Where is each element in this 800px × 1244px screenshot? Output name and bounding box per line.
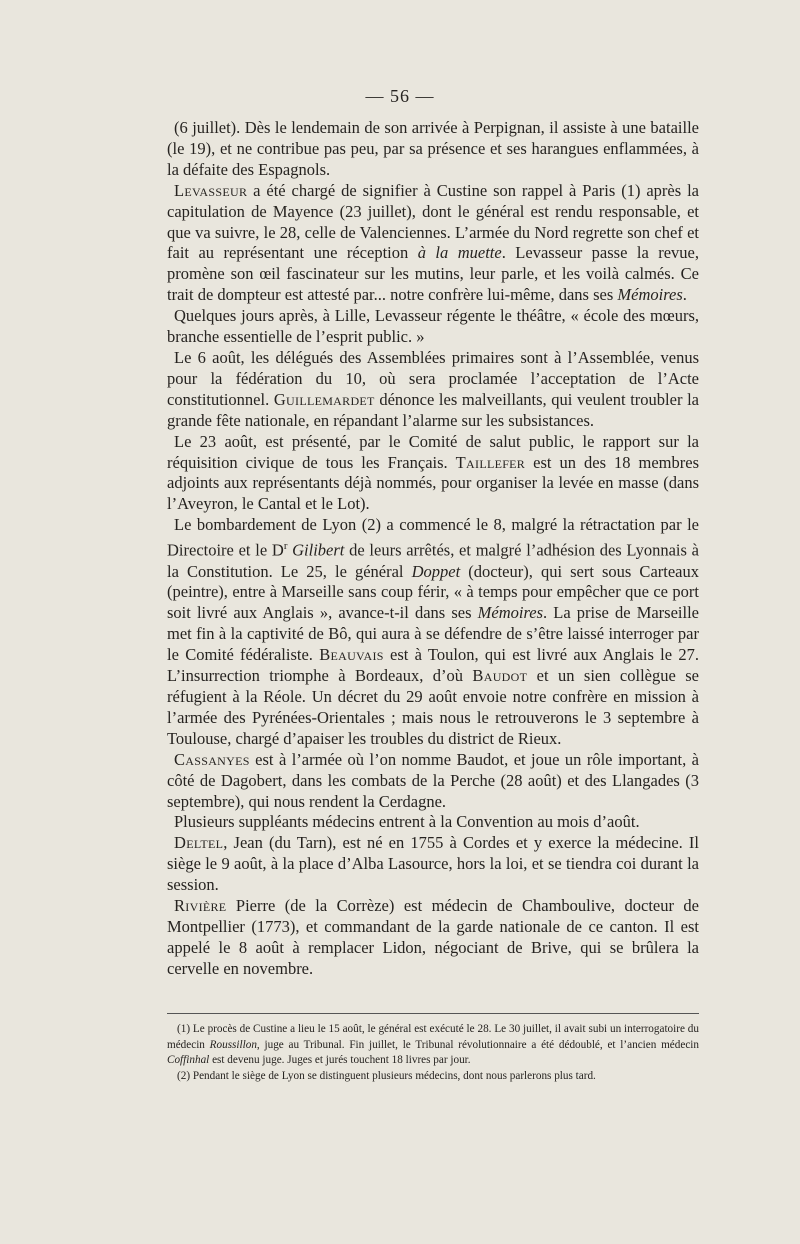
paragraph bbox=[167, 181, 699, 306]
text-run: à la muette bbox=[417, 243, 502, 263]
person-name: Beauvais bbox=[319, 645, 384, 665]
text-run: et un sien collègue se réfugient à la Réole. Un décret du 29 août envoie notre confrère en mission à l’armée des Pyrénées-Orientales ; mais nous le retrouverons le 3 septembre à Toulouse, chargé d’apaiser les troubles du district de Rieux. bbox=[167, 666, 699, 748]
paragraph bbox=[167, 306, 699, 348]
paragraph bbox=[167, 118, 699, 181]
text-run: Roussillon bbox=[209, 1038, 257, 1051]
paragraph bbox=[167, 515, 699, 749]
paragraph bbox=[167, 750, 699, 813]
text-run: Quelques jours après, à Lille, Levasseur régente le théâtre, « école des mœurs, branche essentielle de l’esprit public. » bbox=[167, 306, 699, 347]
text-run: Mémoires bbox=[617, 285, 683, 305]
text-run: Coffinhal bbox=[167, 1054, 210, 1067]
text-run: est à Toulon, qui est livré aux Anglais le 27. L’insurrection triomphe à Bordeaux, d’où bbox=[167, 645, 699, 686]
text-run: a été chargé de signifier à Custine son rappel à Paris (1) après la capitulation de Mayence (23 juillet), dont le général est rendu responsable, et que va suivre, le 28, celle de Valenciennes. L’armée du Nord regrette son chef et fait au représentant une réception bbox=[167, 180, 699, 263]
text-run: . bbox=[682, 285, 687, 305]
text-run: . La prise de Marseille met fin à la captivité de Bô, qui aura à se défendre de s’être laissé interroger par le Comité fédéraliste. bbox=[167, 603, 699, 665]
text-run: Plusieurs suppléants médecins entrent à la Convention au mois d’août. bbox=[174, 812, 640, 832]
footnote-separator bbox=[167, 1013, 699, 1014]
body-text bbox=[167, 118, 699, 980]
paragraph bbox=[167, 432, 699, 516]
text-run: Le 23 août, est présenté, par le Comité de salut public, le rapport sur la réquisition civique de tous les Français. bbox=[167, 431, 699, 472]
text-run: (6 juillet). Dès le lendemain de son arrivée à Perpignan, il assiste à une bataille (le 19), et ne contribue pas peu, par sa présence et ses harangues enflammées, à la défaite des Espagnols. bbox=[167, 118, 699, 179]
text-run: Pierre (de la Corrèze) est médecin de Chamboulive, docteur de Montpellier (1773), et commandant de la garde nationale de ce canton. Il est appelé le 8 août à remplacer Lidon, négociant de Brive, qui se brûlera la cervelle en novembre. bbox=[167, 896, 699, 978]
text-run: est un des 18 membres adjoints aux représentants déjà nommés, pour organiser la levée en masse (dans l’Aveyron, le Cantal et le Lot). bbox=[167, 452, 700, 514]
person-name: Rivière bbox=[174, 896, 227, 916]
text-run: , Jean (du Tarn), est né en 1755 à Cordes et y exerce la médecine. Il siège le 9 août, à la place d’Alba Lasource, hors la loi, et se tiendra coi durant la session. bbox=[167, 833, 699, 895]
text-run: dénonce les malveillants, qui veulent troubler la grande fête nationale, en répandant l’alarme sur les subsistances. bbox=[167, 389, 699, 430]
footnotes bbox=[167, 1022, 699, 1084]
text-run: (docteur), qui sert sous Carteaux (peintre), entre à Marseille sans coup férir, « à temps pour empêcher que ce port soit livré aux Anglais », avance-t-il dans ses bbox=[167, 561, 699, 623]
text-run: est devenu juge. Juges et jurés touchent 18 livres par jour. bbox=[209, 1054, 471, 1067]
person-name: Cassanyes bbox=[174, 749, 250, 769]
text-run: , juge au Tribunal. Fin juillet, le Tribunal révolutionnaire a été dédoublé, et l’ancien médecin bbox=[256, 1038, 699, 1051]
person-name: Levasseur bbox=[174, 180, 248, 200]
paragraph bbox=[167, 812, 699, 833]
text-run: Le 6 août, les délégués des Assemblées primaires sont à l’Assemblée, venus pour la fédération du 10, où sera proclamée l’acceptation de l’Acte constitutionnel. bbox=[167, 347, 699, 409]
page-number: — 56 — bbox=[365, 86, 435, 106]
paragraph bbox=[167, 833, 699, 896]
text-run: Doppet bbox=[411, 561, 461, 581]
person-name: Deltel bbox=[174, 833, 224, 853]
text-run: Le bombardement de Lyon (2) a commencé le 8, malgré la rétractation par le Directoire et le D bbox=[167, 515, 699, 560]
person-name: Guillemardet bbox=[273, 389, 375, 409]
person-name: Baudot bbox=[472, 666, 528, 686]
text-run: (1) Le procès de Custine a lieu le 15 août, le général est exécuté le 28. Le 30 juillet, il avait subi un interrogatoire du médecin bbox=[167, 1023, 699, 1051]
text-run: Gilibert bbox=[292, 540, 345, 560]
paragraph bbox=[167, 348, 699, 432]
text-run: de leurs arrêtés, et malgré l’adhésion des Lyonnais à la Constitution. Le 25, le général bbox=[167, 540, 699, 581]
person-name: Taillefer bbox=[455, 452, 526, 472]
text-run: Mémoires bbox=[477, 603, 544, 623]
footnote bbox=[167, 1069, 699, 1085]
text-run: est à l’armée où l’on nomme Baudot, et joue un rôle important, à côté de Dagobert, dans les combats de la Perche (28 août) et des Llangades (3 septembre), qui nous rendent la Cerdagne. bbox=[167, 749, 699, 811]
text-run: . Levasseur passe la revue, promène son œil fascinateur sur les mutins, leur parle, et les voilà calmés. Ce trait de dompteur est attesté par... notre confrère lui-même, dans ses bbox=[167, 243, 699, 305]
footnote bbox=[167, 1022, 699, 1069]
text-run: r bbox=[283, 540, 288, 553]
paragraph bbox=[167, 896, 699, 980]
text-run: (2) Pendant le siège de Lyon se distinguent plusieurs médecins, dont nous parlerons plus tard. bbox=[177, 1069, 596, 1082]
